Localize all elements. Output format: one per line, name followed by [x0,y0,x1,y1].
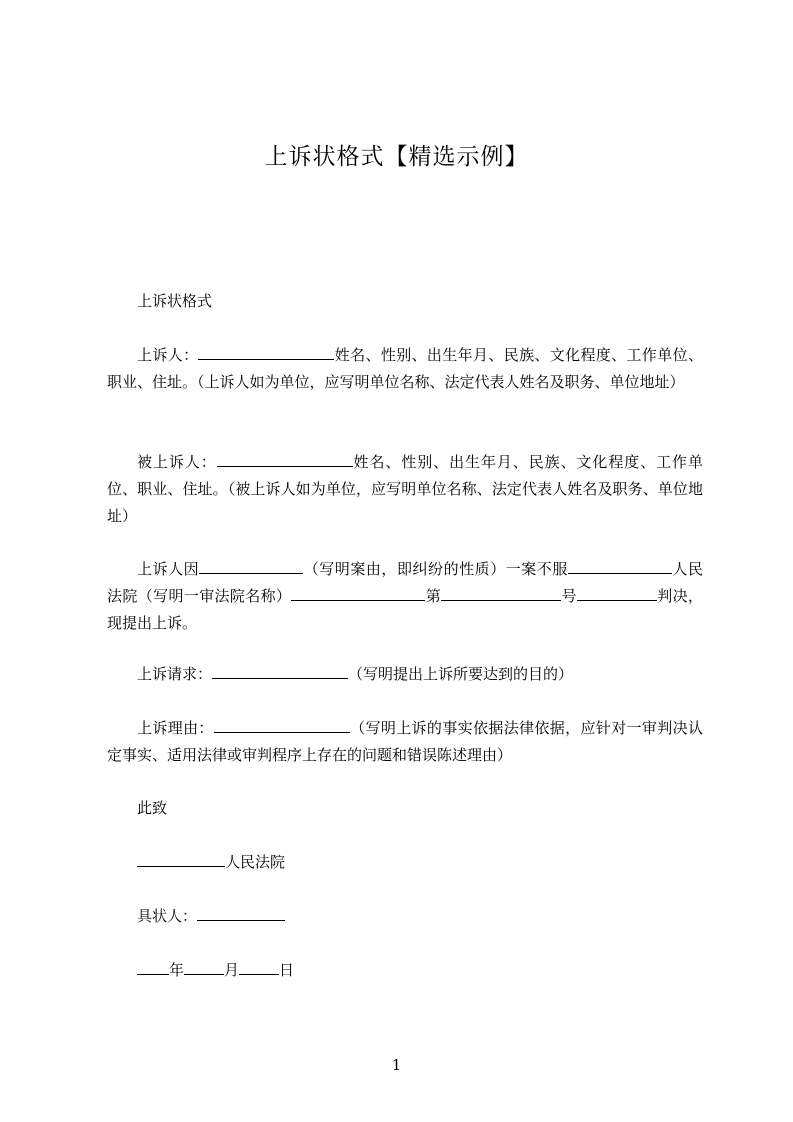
date-line [107,957,703,984]
signer-label: 具状人： [137,907,198,925]
year-label: 年 [169,961,185,979]
appellant-paragraph [107,342,703,396]
court-name-blank [137,853,225,867]
month-label: 月 [224,961,240,979]
grounds-blank [214,719,350,733]
court-label: 人民法院 [225,853,286,871]
month-blank [184,961,224,975]
request-blank [212,665,348,679]
request-paragraph [107,661,703,688]
reason-part6: 判决，现提出上诉。 [107,587,703,632]
document-title: 上诉状格式【精选示例】 [264,144,529,170]
appellee-blank [217,453,353,467]
reason-part3: 人民法院（写明一审法院名称） [107,560,703,605]
reason-paragraph [107,556,703,637]
grounds-label: 上诉理由： [137,719,214,737]
year-blank [137,961,169,975]
request-label: 上诉请求： [137,665,213,683]
grounds-text: （写明上诉的事实依据法律依据，应针对一审判决认定事实、适用法律或审判程序上存在的问题和错误陈述理由） [107,719,703,764]
case-cause-blank [199,560,303,574]
year-ref-blank [291,587,425,601]
case-number-blank [441,587,561,601]
appellee-paragraph [107,449,703,530]
grounds-paragraph [107,715,703,769]
judgment-blank [577,587,657,601]
reason-part2: （写明案由，即纠纷的性质）一案不服 [303,560,568,578]
signer-blank [197,907,285,921]
appellant-text: 姓名、性别、出生年月、民族、文化程度、工作单位、职业、住址。（上诉人如为单位，应写明单位名称、法定代表人姓名及职务、单位地址） [107,346,703,391]
first-court-blank [568,560,672,574]
appellee-label: 被上诉人： [137,453,217,471]
court-line [107,849,703,876]
day-label: 日 [279,961,295,979]
day-blank [239,961,279,975]
appellee-text: 姓名、性别、出生年月、民族、文化程度、工作单位、职业、住址。（被上诉人如为单位，应写明单位名称、法定代表人姓名及职务、单位地址） [107,453,703,525]
appellant-blank [198,346,334,360]
salutation: 此致 [137,799,168,817]
reason-part5: 号 [561,587,577,605]
page-number: 1 [391,1056,402,1074]
section-heading: 上诉状格式 [137,292,213,310]
appellant-label: 上诉人： [137,346,199,364]
signer-line [107,903,703,930]
reason-part1: 上诉人因 [137,560,200,578]
request-text: （写明提出上诉所要达到的目的） [348,665,574,683]
reason-part4: 第 [425,587,442,605]
